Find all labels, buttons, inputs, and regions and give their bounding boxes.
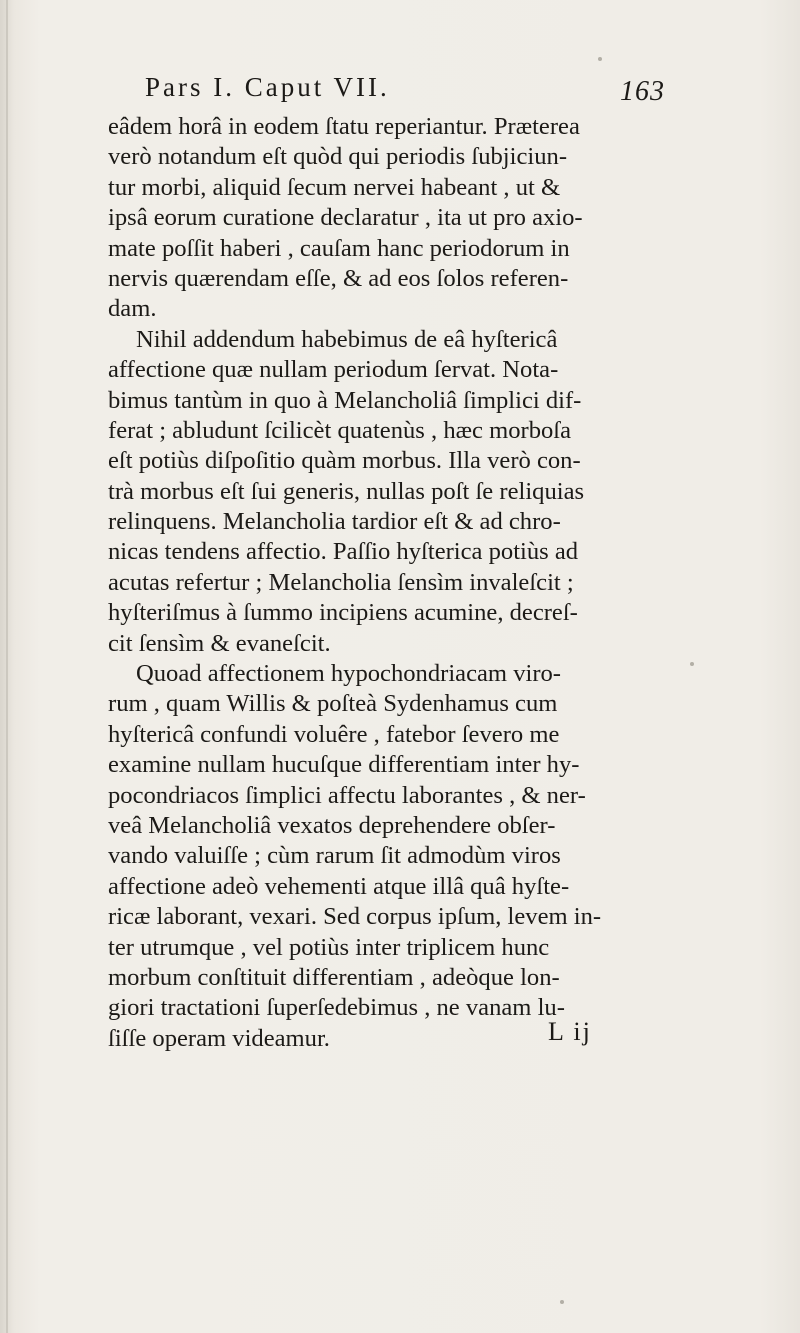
text-line: hyſteriſmus à ſummo incipiens acumine, decreſ- [108,599,578,627]
text-line: hyſtericâ confundi voluêre , fatebor ſevero me [108,720,560,748]
text-line: affectione adeò vehementi atque illâ quâ hyſte- [108,872,570,900]
text-line: pocondriacos ſimplici affectu laborantes , & ner- [108,781,586,809]
paper-speck [598,57,602,61]
text-line: verò notandum eſt quòd qui periodis ſubjiciun- [108,143,568,171]
text-line: ipsâ eorum curatione declaratur , ita ut pro axio- [108,204,583,232]
text-line: mate poſſit haberi , cauſam hanc periodorum in [108,234,570,262]
text-line: relinquens. Melancholia tardior eſt & ad chro- [108,508,561,536]
text-line: tur morbi, aliquid ſecum nervei habeant , ut & [108,173,561,201]
body-text [108,112,678,1054]
text-line: ter utrumque , vel potiùs inter triplicem hunc [108,933,550,961]
signature-mark: L ij [548,1017,592,1046]
paper-speck [560,1300,564,1304]
text-line: examine nullam hucuſque differentiam inter hy- [108,751,580,779]
text-line: dam. [108,295,157,323]
text-line: eâdem horâ in eodem ſtatu reperiantur. Præterea [108,113,580,140]
text-line: nicas tendens affectio. Paſſio hyſterica potiùs ad [108,538,579,566]
text-line: nervis quærendam eſſe, & ad eos ſolos referen- [108,264,569,292]
text-line: cit ſensìm & evaneſcit. [108,629,331,657]
text-line: Quoad affectionem hypochondriacam viro- [136,660,561,688]
running-title: Pars I. Caput VII. [145,72,390,102]
paper-speck [690,662,694,666]
text-line: acutas refertur ; Melancholia ſensìm invaleſcit ; [108,568,574,596]
text-line: ſiſſe operam videamur. [108,1024,330,1052]
text-line: ricæ laborant, vexari. Sed corpus ipſum, levem in- [108,903,602,931]
page-number: 163 [620,76,665,107]
page-gutter [6,0,8,1333]
text-line: rum , quam Willis & poſteà Sydenhamus cum [108,690,558,718]
text-line: affectione quæ nullam periodum ſervat. Nota- [108,356,559,384]
text-line: veâ Melancholiâ vexatos deprehendere obſer- [108,811,556,839]
text-line: bimus tantùm in quo à Melancholiâ ſimplici dif- [108,386,582,414]
text-line: trà morbus eſt ſui generis, nullas poſt ſe reliquias [108,477,585,505]
text-line: morbum conſtituit differentiam , adeòque lon- [108,963,560,991]
text-line: ferat ; abludunt ſcilicèt quatenùs , hæc morboſa [108,416,572,444]
text-line: giori tractationi ſuperſedebimus , ne vanam lu- [108,994,565,1022]
text-line: vando valuiſſe ; cùm rarum ſit admodùm viros [108,842,561,870]
text-line: Nihil addendum habebimus de eâ hyſtericâ [136,325,558,353]
running-header [145,72,665,116]
text-line: eſt potiùs diſpoſitio quàm morbus. Illa verò con- [108,447,581,475]
